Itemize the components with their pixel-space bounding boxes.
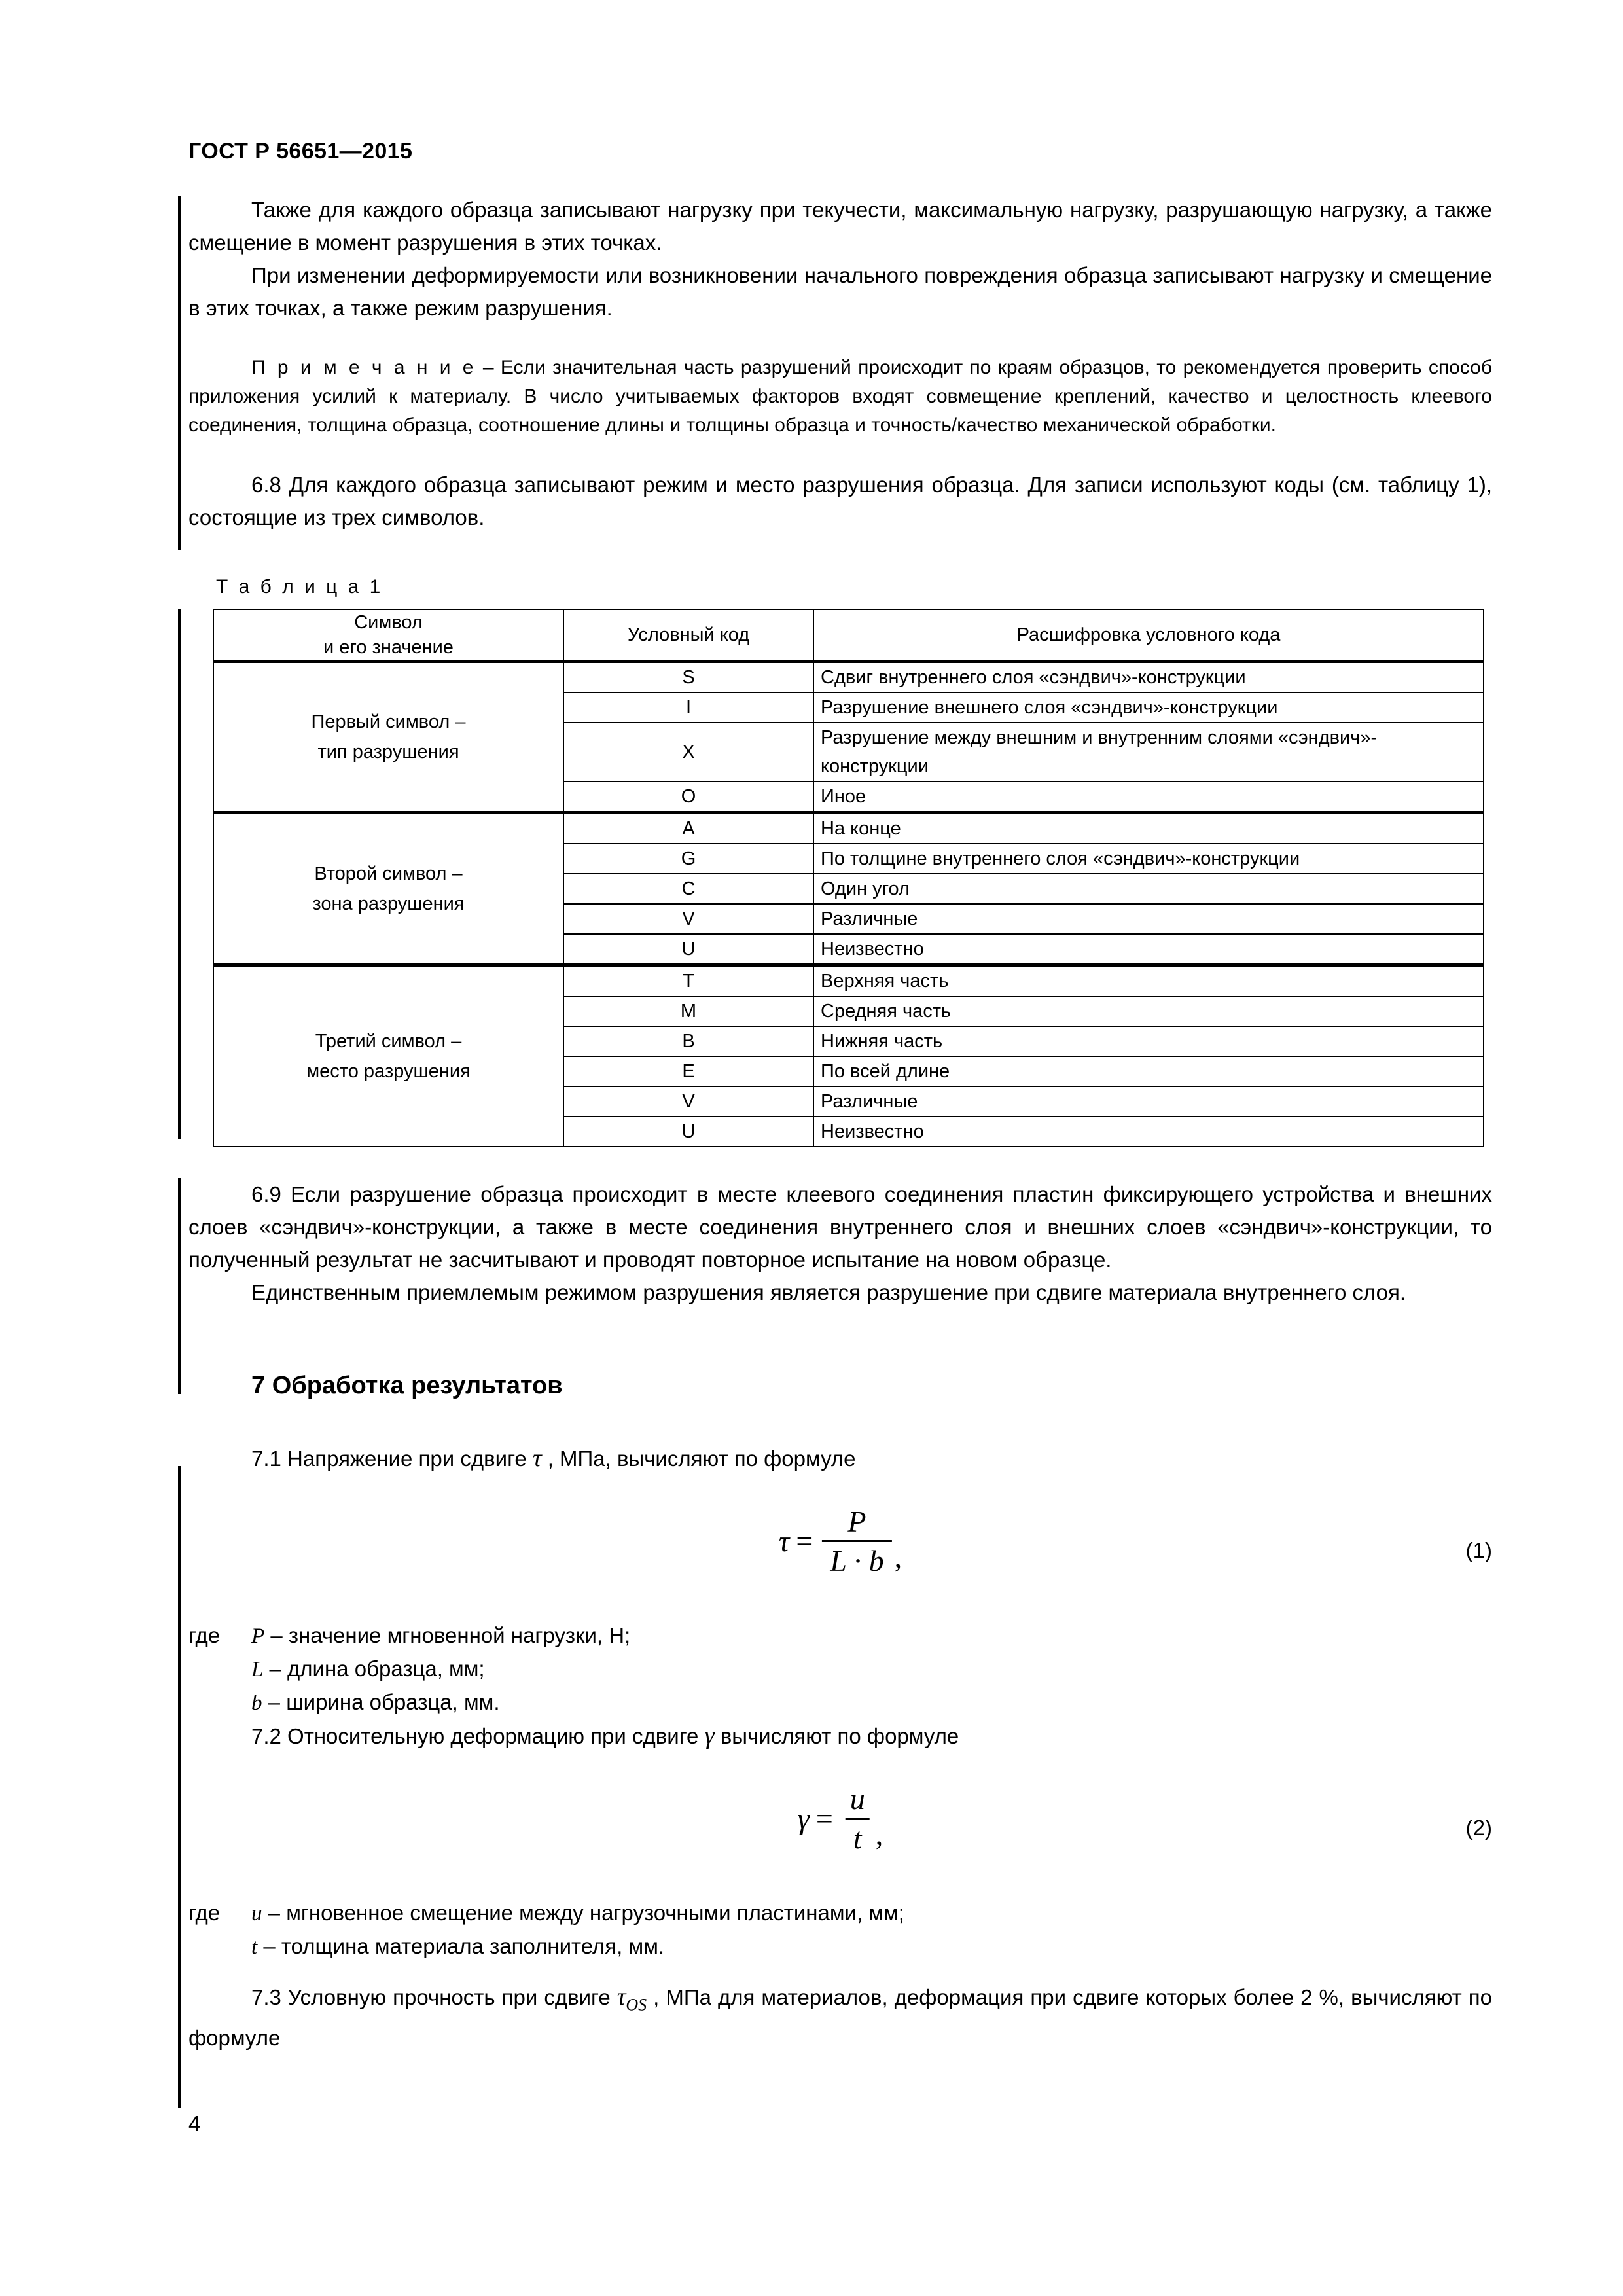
- formula-1: [779, 1504, 902, 1578]
- note-label: П р и м е ч а н и е: [251, 357, 476, 378]
- description-cell: Сдвиг внутреннего слоя «сэндвич»-конструкции: [813, 662, 1484, 693]
- code-cell: A: [563, 813, 813, 844]
- group-label-second-symbol: Второй символ – зона разрушения: [213, 813, 563, 965]
- change-bar-table: [178, 609, 181, 1139]
- formula-2-numerator: u: [849, 1782, 865, 1816]
- formula-1-denominator: L · b: [822, 1540, 891, 1578]
- code-cell: X: [563, 723, 813, 781]
- paragraph-deformability: При изменении деформируемости или возникновении начального повреждения образца записывают нагрузку и смещение в этих точках, а также режим разрушения.: [188, 263, 1492, 320]
- formula-2-comma: ,: [875, 1818, 883, 1851]
- description-cell: Различные: [813, 1086, 1484, 1117]
- where-label-1: где: [188, 1623, 221, 1647]
- formula-1-comma: ,: [894, 1540, 902, 1573]
- paragraph-record-loads: Также для каждого образца записывают нагрузку при текучести, максимальную нагрузку, разрушающую нагрузку, а также смещение в момент разрушения в этих точках.: [188, 198, 1492, 255]
- where-block-1: [188, 1619, 1492, 1719]
- code-cell: O: [563, 781, 813, 813]
- table-row: [213, 662, 1484, 693]
- where-block-2: [188, 1897, 1492, 1964]
- code-cell: B: [563, 1026, 813, 1056]
- tau-symbol: τ: [532, 1444, 542, 1472]
- table-row: [213, 813, 1484, 844]
- main-text-column: [188, 194, 1492, 534]
- code-cell: I: [563, 692, 813, 723]
- description-cell: Неизвестно: [813, 934, 1484, 965]
- paragraph-7-2: 7.2 Относительную деформацию при сдвиге γ вычисляют по формуле: [251, 1722, 959, 1749]
- section-heading-7: 7 Обработка результатов: [251, 1372, 563, 1399]
- change-bar-section7: [178, 1466, 181, 2108]
- post-table-column: [188, 1178, 1492, 2054]
- formula-1-equals: =: [796, 1524, 813, 1558]
- code-cell: U: [563, 1117, 813, 1147]
- description-cell: Различные: [813, 904, 1484, 934]
- document-standard-header: ГОСТ Р 56651—2015: [188, 139, 413, 164]
- description-cell: Один угол: [813, 874, 1484, 904]
- page-number: 4: [188, 2111, 201, 2136]
- formula-2-lhs: γ: [797, 1802, 810, 1835]
- code-cell: G: [563, 844, 813, 874]
- table-caption: Т а б л и ц а 1: [216, 576, 383, 598]
- code-cell: S: [563, 662, 813, 693]
- paragraph-7-1: 7.1 Напряжение при сдвиге τ , МПа, вычисляют по формуле: [251, 1444, 856, 1472]
- formula-2-equals: =: [815, 1802, 833, 1835]
- description-cell: Нижняя часть: [813, 1026, 1484, 1056]
- code-cell: M: [563, 996, 813, 1026]
- description-cell: Разрушение внешнего слоя «сэндвич»-конструкции: [813, 692, 1484, 723]
- description-cell: На конце: [813, 813, 1484, 844]
- where-definitions-1: P – значение мгновенной нагрузки, Н; L – длина образца, мм; b – ширина образца, мм.: [251, 1623, 631, 1715]
- description-cell: Неизвестно: [813, 1117, 1484, 1147]
- group-label-first-symbol: Первый символ – тип разрушения: [213, 662, 563, 813]
- paragraph-7-3: 7.3 Условную прочность при сдвиге $\tau_{OS}$ , МПа для материалов, деформация при сдвиге которых более 2 %, вычисляют по формуле: [188, 1983, 1492, 2050]
- description-cell: Средняя часть: [813, 996, 1484, 1026]
- description-cell: По всей длине: [813, 1056, 1484, 1086]
- note-block: [188, 353, 1492, 440]
- note-text: – Если значительная часть разрушений происходит по краям образцов, то рекомендуется проверить способ приложения усилий к материалу. В число учитываемых факторов входят совмещение креплений, качество и целостность клеевого соединения, толщина образца, соотношение длины и толщины образца и точность/качество механической обработки.: [188, 357, 1493, 436]
- formula-1-row: [188, 1504, 1492, 1602]
- where-definitions-2: u – мгновенное смещение между нагрузочными пластинами, мм; t – толщина материала заполнителя, мм.: [251, 1901, 904, 1959]
- paragraph-6-9: 6.9 Если разрушение образца происходит в месте клеевого соединения пластин фиксирующего устройства и внешних слоев «сэндвич»-конструкции, а также в месте соединения внутреннего слоя и внешних слоев «сэндвич»-конструкции, то полученный результат не засчитывают и проводят повторное испытание на новом образце.: [188, 1182, 1492, 1272]
- paragraph-6-8: 6.8 Для каждого образца записывают режим и место разрушения образца. Для записи используют коды (см. таблицу 1), состоящие из трех символов.: [188, 473, 1492, 529]
- header-code: Условный код: [563, 609, 813, 662]
- change-bar-top: [178, 196, 181, 550]
- change-bar-69: [178, 1178, 181, 1394]
- code-cell: T: [563, 965, 813, 997]
- table-row: [213, 965, 1484, 997]
- formula-1-lhs: τ: [778, 1524, 790, 1558]
- code-cell: V: [563, 1086, 813, 1117]
- description-cell: Разрушение между внешним и внутренним слоями «сэндвич»-конструкции: [813, 723, 1484, 781]
- table-body: [213, 662, 1484, 1147]
- gamma-symbol: γ: [704, 1722, 715, 1749]
- formula-2-denominator: t: [846, 1818, 870, 1856]
- where-label-2: где: [188, 1901, 221, 1925]
- formula-2-fraction: [842, 1782, 873, 1856]
- code-cell: E: [563, 1056, 813, 1086]
- group-label-third-symbol: Третий символ – место разрушения: [213, 965, 563, 1147]
- formula-2-number: (2): [1465, 1816, 1492, 1840]
- formula-1-fraction: [822, 1504, 891, 1578]
- paragraph-acceptable-failure: Единственным приемлемым режимом разрушения является разрушение при сдвиге материала внутреннего слоя.: [251, 1280, 1406, 1304]
- code-cell: U: [563, 934, 813, 965]
- formula-1-numerator: P: [847, 1505, 866, 1538]
- code-cell: V: [563, 904, 813, 934]
- description-cell: По толщине внутреннего слоя «сэндвич»-конструкции: [813, 844, 1484, 874]
- failure-code-table: [213, 609, 1484, 1147]
- table-header-row: [213, 609, 1484, 662]
- code-cell: C: [563, 874, 813, 904]
- formula-2: [798, 1782, 883, 1856]
- tau-os-symbol: $\tau_{OS}$: [616, 1983, 647, 2015]
- header-symbol: Символ и его значение: [213, 609, 563, 662]
- description-cell: Иное: [813, 781, 1484, 813]
- description-cell: Верхняя часть: [813, 965, 1484, 997]
- formula-2-row: [188, 1782, 1492, 1880]
- header-description: Расшифровка условного кода: [813, 609, 1484, 662]
- formula-1-number: (1): [1465, 1538, 1492, 1562]
